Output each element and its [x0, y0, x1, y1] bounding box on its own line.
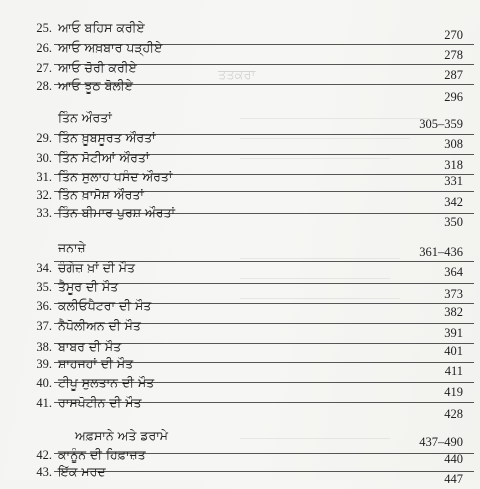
entry-page: 296	[444, 90, 463, 104]
section-title: ਅਫ਼ਸਾਨੇ ਅਤੇ ਡਰਾਮੇ	[75, 428, 169, 443]
entry-number: 29.	[36, 131, 52, 145]
toc-row	[0, 354, 480, 378]
entry-number: 26.	[36, 41, 52, 55]
toc-row	[0, 18, 480, 42]
section-page-range: 361–436	[419, 245, 463, 259]
section-page-range: 305–359	[419, 117, 463, 131]
entry-title: ਸ਼ਾਹਜਹਾਂ ਦੀ ਮੌਤ	[58, 356, 134, 371]
entry-title: ਰਾਸਪੋਟੀਨ ਦੀ ਮੌਤ	[58, 395, 142, 410]
entry-title: ਤਿੰਨ ਸੁਲਾਹ ਪਸੰਦ ਔਰਤਾਂ	[58, 169, 173, 184]
entry-title: ਆਓ ਚੋਰੀ ਕਰੀਏ	[58, 60, 137, 75]
entry-number: 41.	[36, 396, 52, 410]
entry-page: 364	[444, 265, 463, 279]
toc-row	[0, 258, 480, 278]
entry-page: 270	[444, 28, 463, 42]
entry-page: 401	[444, 344, 463, 358]
entry-title: ਤੈਮੂਰ ਦੀ ਮੌਤ	[58, 279, 119, 294]
entry-number: 38.	[36, 340, 52, 354]
toc-row	[0, 76, 480, 104]
section-header	[0, 108, 480, 131]
entry-number: 35.	[36, 280, 52, 294]
entry-number: 31.	[36, 170, 52, 184]
entry-number: 33.	[36, 206, 52, 220]
entry-title: ਚੰਗੇਜ਼ ਖ਼ਾਂ ਦੀ ਮੌਤ	[58, 260, 135, 275]
entry-title: ਇੱਕ ਮਰਦ	[58, 464, 106, 479]
entry-title: ਕਾਨੂੰਨ ਦੀ ਹਿਫ਼ਾਜ਼ਤ	[58, 447, 146, 462]
entry-number: 34.	[36, 261, 52, 275]
entry-number: 43.	[36, 465, 52, 479]
toc-row	[0, 393, 480, 421]
toc-row	[0, 38, 480, 62]
entry-number: 28.	[36, 79, 52, 93]
toc-row	[0, 128, 480, 151]
entry-title: ਆਓ ਝੂਠ ਬੋਲੀਏ	[58, 78, 133, 93]
entry-title: ਤਿੰਨ ਖ਼ਾਮੋਸ਼ ਔਰਤਾਂ	[58, 187, 144, 202]
toc-row	[0, 58, 480, 82]
section-header	[0, 426, 480, 449]
entry-title: ਤਿੰਨ ਮੋਟੀਆਂ ਔਰਤਾਂ	[58, 150, 150, 165]
entry-title: ਆਓ ਅਖ਼ਬਾਰ ਪੜ੍ਹੀਏ	[58, 40, 163, 55]
entry-number: 37.	[36, 319, 52, 333]
entry-page: 428	[444, 407, 463, 421]
show-through-text: ਤਤਕਰਾ	[218, 68, 256, 83]
entry-page: 308	[444, 137, 463, 151]
entry-title: ਬਾਬਰ ਦੀ ਮੌਤ	[58, 339, 122, 354]
toc-row	[0, 167, 480, 187]
entry-page: 342	[444, 195, 463, 209]
toc-row	[0, 316, 480, 340]
entry-page: 391	[444, 326, 463, 340]
section-header	[0, 238, 480, 258]
entry-number: 30.	[36, 151, 52, 165]
entry-page: 331	[444, 174, 463, 188]
entry-page: 447	[444, 472, 463, 486]
entry-page: 382	[444, 305, 463, 319]
entry-page: 278	[444, 48, 463, 62]
entry-title: ਆਓ ਬਹਿਸ ਕਰੀਏ	[58, 20, 145, 35]
entry-number: 39.	[36, 357, 52, 371]
entry-number: 32.	[36, 188, 52, 202]
section-title: ਜਨਾਜ਼ੇ	[58, 240, 86, 255]
entry-page: 411	[444, 364, 463, 378]
toc-row	[0, 203, 480, 229]
toc-row	[0, 296, 480, 319]
section-title: ਤਿੰਨ ਔਰਤਾਂ	[58, 110, 112, 125]
entry-number: 40.	[36, 376, 52, 390]
entry-title: ਤਿੰਨ ਖ਼ੂਬਸੂਰਤ ਔਰਤਾਂ	[58, 130, 156, 145]
entry-page: 373	[444, 287, 463, 301]
entry-title: ਤਿੰਨ ਬੀਮਾਰ ਪੁਰਸ਼ ਔਰਤਾਂ	[58, 205, 176, 220]
entry-number: 25.	[36, 21, 52, 35]
toc-row	[0, 373, 480, 399]
entry-number: 36.	[36, 299, 52, 313]
entry-number: 42.	[36, 448, 52, 462]
toc-row	[0, 148, 480, 172]
entry-title: ਕਲੀਓਪੈਟਰਾ ਦੀ ਮੌਤ	[58, 298, 152, 313]
toc-row	[0, 277, 480, 301]
entry-page: 419	[444, 385, 463, 399]
entry-title: ਟੀਪੂ ਸੁਲਤਾਨ ਦੀ ਮੌਤ	[58, 375, 155, 390]
entry-number: 27.	[36, 61, 52, 75]
toc-row	[0, 185, 480, 209]
section-page-range: 437–490	[419, 435, 463, 449]
entry-page: 440	[444, 452, 463, 466]
entry-page: 287	[444, 68, 463, 82]
entry-title: ਨੈਪੋਲੀਅਨ ਦੀ ਮੌਤ	[58, 318, 141, 333]
entry-page: 350	[444, 215, 463, 229]
toc-row	[0, 462, 480, 486]
entry-page: 318	[444, 158, 463, 172]
